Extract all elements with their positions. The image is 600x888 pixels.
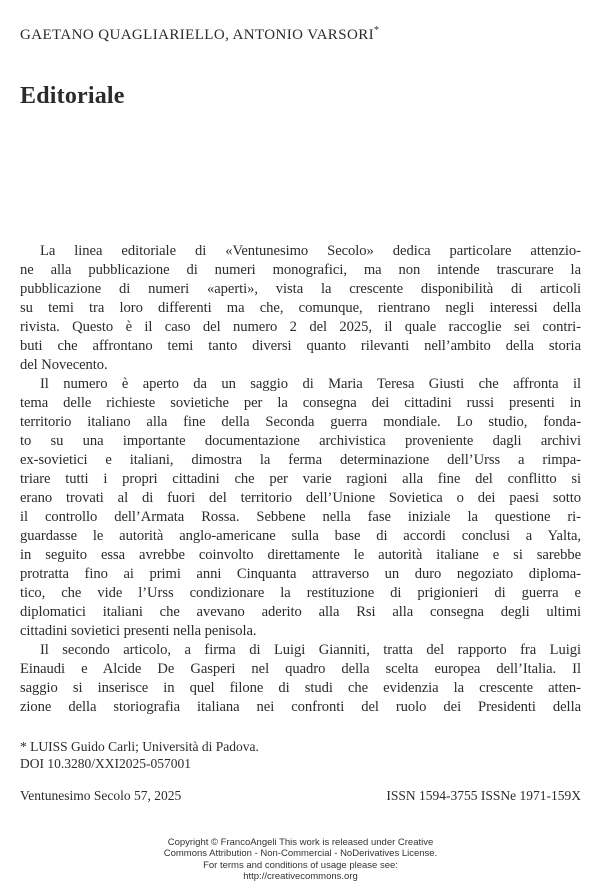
text-line: in seguito essa avrebbe coinvolto direttamente le autorità italiane e si sarebbe — [20, 547, 581, 563]
text-line: rivista. Questo è il caso del numero 2 del 2025, il quale raccoglie sei contri- — [20, 319, 581, 335]
text-line: guardasse le autorità anglo-americane sulla base di accordi conclusi a Yalta, — [20, 528, 581, 544]
journal-footer — [20, 787, 581, 804]
affiliation-note: * LUISS Guido Carli; Università di Padova. — [20, 739, 259, 754]
copyright-line: http://creativecommons.org — [243, 871, 358, 883]
paragraph — [20, 641, 581, 717]
author-line — [20, 21, 581, 45]
paragraph — [20, 242, 581, 375]
text-line: del Novecento. — [20, 357, 108, 373]
issn-numbers: ISSN 1594-3755 ISSNe 1971-159X — [386, 788, 581, 803]
text-line: Il numero è aperto da un saggio di Maria Teresa Giusti che affronta il — [40, 376, 581, 392]
text-line: erano trovati al di fuori del territorio dell’Unione Sovietica o dei paesi sotto — [20, 490, 581, 506]
article-body — [20, 242, 581, 717]
journal-issue: Ventunesimo Secolo 57, 2025 — [20, 788, 182, 803]
copyright-notice — [20, 837, 581, 883]
article-title: Editoriale — [20, 83, 125, 109]
author-names: GAETANO QUAGLIARIELLO, ANTONIO VARSORI — [20, 27, 374, 43]
text-line: tema delle richieste sovietiche per la consegna dei cittadini russi presenti in — [20, 395, 581, 411]
text-line: tico, che vide l’Urss condizionare la restituzione di prigionieri di guerra e — [20, 585, 581, 601]
text-line: to su una importante documentazione archivistica proveniente dagli archivi — [20, 433, 581, 449]
text-line: buti che affrontano temi tanto diversi quanto rilevanti nell’ambito della storia — [20, 338, 581, 354]
text-line: Il secondo articolo, a firma di Luigi Gianniti, tratta del rapporto fra Luigi — [40, 642, 581, 658]
text-line: ex-sovietici e italiani, dimostra la ferma determinazione dell’Urss a rimpa- — [20, 452, 581, 468]
text-line: cittadini sovietici presenti nella penisola. — [20, 623, 257, 639]
text-line: diplomatici italiani che avevano aderito alla Rsi alla consegna degli ultimi — [20, 604, 581, 620]
footnote-block — [20, 738, 581, 772]
copyright-line: Copyright © FrancoAngeli This work is released under Creative — [167, 837, 434, 848]
text-line: su temi tra loro differenti ma che, comunque, rientrano negli interessi della — [20, 300, 581, 316]
text-line: protratta fino ai primi anni Cinquanta attraverso un duro negoziato diploma- — [20, 566, 581, 582]
text-line: il controllo dell’Armata Rossa. Sebbene nella fase iniziale la questione ri- — [20, 509, 581, 525]
text-line: Einaudi e Alcide De Gasperi nel quadro della scelta europea dell’Italia. Il — [20, 661, 581, 677]
copyright-line: Commons Attribution - Non-Commercial - NoDerivatives License. — [163, 848, 438, 860]
text-line: triare tutti i propri cittadini che per varie ragioni alla fine del conflitto si — [20, 471, 581, 487]
text-line: territorio italiano alla fine della Seconda guerra mondiale. Lo studio, fonda- — [20, 414, 581, 430]
copyright-line: For terms and conditions of usage please see: — [203, 859, 398, 871]
text-line: zione della storiografia italiana nei confronti del ruolo dei Presidenti della — [20, 699, 581, 715]
text-line: pubblicazione di numeri «aperti», vista la crescente disponibilità di articoli — [20, 281, 581, 297]
doi-line: DOI 10.3280/XXI2025-057001 — [20, 756, 191, 771]
text-line: saggio si inserisce in quel filone di studi che evidenzia la crescente atten- — [20, 680, 581, 696]
text-line: ne alla pubblicazione di numeri monografici, ma non intende trascurare la — [20, 262, 581, 278]
author-note-marker: * — [374, 25, 379, 36]
text-line: La linea editoriale di «Ventunesimo Secolo» dedica particolare attenzio- — [40, 243, 581, 259]
paragraph — [20, 375, 581, 641]
